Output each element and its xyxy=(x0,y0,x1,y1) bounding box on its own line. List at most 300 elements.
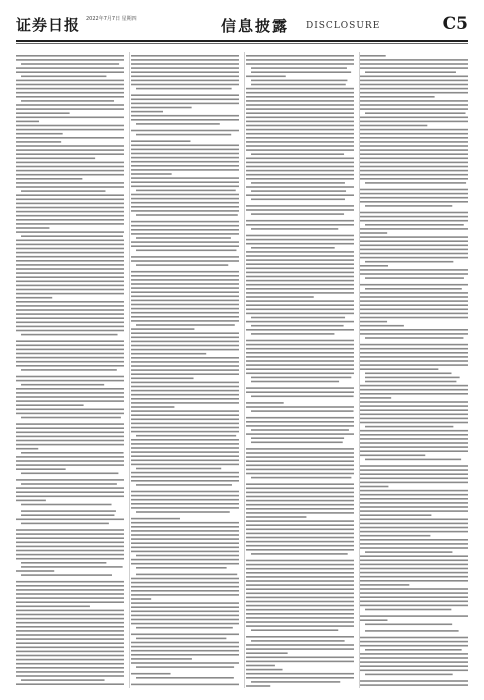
text-line xyxy=(21,334,118,336)
text-line xyxy=(16,137,124,139)
text-line xyxy=(246,469,354,471)
text-line xyxy=(16,129,124,131)
text-line xyxy=(16,432,124,434)
text-line xyxy=(360,478,468,480)
text-line xyxy=(251,377,351,379)
text-line xyxy=(16,199,124,201)
text-line xyxy=(131,654,239,656)
text-line xyxy=(131,476,239,478)
text-line xyxy=(16,542,124,544)
text-line xyxy=(21,384,104,386)
text-line xyxy=(246,402,284,404)
text-line xyxy=(360,220,468,222)
text-line xyxy=(360,547,468,549)
text-line xyxy=(21,574,112,576)
text-line xyxy=(136,666,234,668)
text-line xyxy=(360,245,468,247)
text-line xyxy=(131,594,239,596)
text-line xyxy=(16,626,124,628)
text-line xyxy=(360,637,468,639)
text-line xyxy=(16,606,90,608)
text-line xyxy=(131,337,239,339)
text-line xyxy=(365,205,452,207)
text-line xyxy=(16,326,124,328)
text-line xyxy=(16,170,124,172)
text-line xyxy=(360,414,468,416)
text-line xyxy=(131,233,239,235)
text-line xyxy=(131,165,239,167)
text-line xyxy=(360,178,468,180)
text-line xyxy=(131,149,239,151)
text-line xyxy=(16,550,124,552)
text-line xyxy=(360,680,468,682)
text-line xyxy=(365,551,452,553)
text-line xyxy=(131,619,239,621)
text-line xyxy=(360,430,468,432)
text-line xyxy=(365,459,461,461)
text-line xyxy=(360,189,468,191)
text-line xyxy=(360,405,468,407)
text-line xyxy=(131,177,239,179)
text-line xyxy=(246,170,354,172)
column-divider xyxy=(244,52,245,688)
text-line xyxy=(246,576,354,578)
text-line xyxy=(131,345,239,347)
text-line xyxy=(251,325,344,327)
text-line xyxy=(131,451,239,453)
text-line xyxy=(131,615,239,617)
text-line xyxy=(360,661,468,663)
text-line xyxy=(131,559,239,561)
text-line xyxy=(246,288,354,290)
text-line xyxy=(16,55,124,57)
text-line xyxy=(16,244,124,246)
text-line xyxy=(360,193,468,195)
text-line xyxy=(131,229,239,231)
text-line xyxy=(246,669,283,671)
text-line xyxy=(365,674,453,676)
text-line xyxy=(246,601,354,603)
text-line xyxy=(136,264,228,266)
text-line xyxy=(246,520,354,522)
text-line xyxy=(246,512,354,514)
text-line xyxy=(16,349,124,351)
text-line xyxy=(16,597,124,599)
text-line xyxy=(360,584,409,586)
text-line xyxy=(246,516,306,518)
text-line xyxy=(360,596,468,598)
text-line xyxy=(131,130,239,132)
text-line xyxy=(131,623,239,625)
text-line xyxy=(365,649,462,651)
text-line xyxy=(360,201,468,203)
text-line xyxy=(136,134,231,136)
text-line xyxy=(16,400,124,402)
text-line xyxy=(16,297,52,299)
text-line xyxy=(360,455,425,457)
text-line xyxy=(16,376,124,378)
text-line xyxy=(246,205,354,207)
text-line xyxy=(360,670,468,672)
text-line xyxy=(16,655,124,657)
text-line xyxy=(246,141,354,143)
text-line xyxy=(131,673,171,675)
text-line xyxy=(360,88,468,90)
text-line xyxy=(136,214,238,216)
text-line xyxy=(246,460,354,462)
text-line xyxy=(360,249,468,251)
text-line xyxy=(246,276,354,278)
text-line xyxy=(16,340,124,342)
text-line xyxy=(246,425,354,427)
text-line xyxy=(131,245,239,247)
text-line xyxy=(246,488,354,490)
text-line xyxy=(360,482,468,484)
text-line xyxy=(21,523,109,525)
text-line xyxy=(131,308,239,310)
text-line xyxy=(360,385,468,387)
text-line xyxy=(131,353,206,355)
text-line xyxy=(131,402,239,404)
text-line xyxy=(365,630,459,632)
text-line xyxy=(16,141,61,143)
text-line xyxy=(246,541,354,543)
text-line xyxy=(246,665,275,667)
text-block-4 xyxy=(360,52,468,688)
text-line xyxy=(246,268,354,270)
text-line xyxy=(16,240,124,242)
text-line xyxy=(246,492,354,494)
text-line xyxy=(16,112,70,114)
text-line xyxy=(16,211,124,213)
text-line xyxy=(360,100,468,102)
text-line xyxy=(360,96,435,98)
text-line xyxy=(16,96,124,98)
text-line xyxy=(131,186,239,188)
text-line xyxy=(16,121,39,123)
text-line xyxy=(360,592,468,594)
text-line xyxy=(21,504,112,506)
text-line xyxy=(131,547,239,549)
text-line xyxy=(16,322,124,324)
text-line xyxy=(360,352,468,354)
text-line xyxy=(360,292,468,294)
text-line xyxy=(16,178,82,180)
text-line xyxy=(360,535,430,537)
text-line xyxy=(136,574,237,576)
text-line xyxy=(251,396,354,398)
text-line xyxy=(246,625,354,627)
text-line xyxy=(21,514,114,516)
text-line xyxy=(131,503,239,505)
text-line xyxy=(16,380,124,382)
text-line xyxy=(131,598,151,600)
text-column-1 xyxy=(16,52,124,688)
text-line xyxy=(360,684,468,686)
text-line xyxy=(16,593,124,595)
text-line xyxy=(360,641,468,643)
text-line xyxy=(131,534,239,536)
text-line xyxy=(131,499,239,501)
text-block-1 xyxy=(16,52,124,688)
text-line xyxy=(246,661,354,663)
text-line xyxy=(16,227,49,229)
text-line xyxy=(131,491,239,493)
text-line xyxy=(246,235,354,237)
column-divider xyxy=(129,52,130,688)
text-line xyxy=(360,465,468,467)
text-line xyxy=(360,80,468,82)
text-line xyxy=(360,232,387,234)
text-line xyxy=(246,280,354,282)
text-line xyxy=(246,568,354,570)
text-line xyxy=(131,410,239,412)
text-line xyxy=(360,84,468,86)
text-line xyxy=(131,225,239,227)
text-line xyxy=(360,502,468,504)
text-line xyxy=(246,584,354,586)
text-block-2 xyxy=(131,52,239,688)
text-line xyxy=(360,325,404,327)
text-line xyxy=(16,456,124,458)
text-line xyxy=(246,473,354,475)
text-line xyxy=(360,486,388,488)
text-line xyxy=(16,622,124,624)
text-line xyxy=(131,590,239,592)
text-line xyxy=(16,317,124,319)
text-line xyxy=(360,265,388,267)
text-line xyxy=(131,460,239,462)
text-line xyxy=(16,252,124,254)
text-line xyxy=(16,361,124,363)
text-line xyxy=(16,186,124,188)
text-line xyxy=(16,125,124,127)
text-line xyxy=(16,223,124,225)
text-line xyxy=(360,344,468,346)
text-line xyxy=(131,320,239,322)
text-line xyxy=(246,391,354,393)
text-line xyxy=(360,401,468,403)
text-line xyxy=(246,304,354,306)
text-line xyxy=(16,88,124,90)
text-line xyxy=(246,524,354,526)
text-line xyxy=(360,469,468,471)
text-line xyxy=(246,63,354,65)
text-line xyxy=(251,381,339,383)
text-line xyxy=(365,377,460,379)
text-line xyxy=(360,514,431,516)
text-line xyxy=(251,410,354,412)
issue-date: 2022年7月7日 星期四 xyxy=(86,16,137,22)
text-line xyxy=(16,357,124,359)
text-line xyxy=(360,576,468,578)
text-line xyxy=(251,442,343,444)
text-line xyxy=(360,145,468,147)
text-line xyxy=(16,145,124,147)
text-line xyxy=(365,288,462,290)
text-line xyxy=(360,348,468,350)
text-line xyxy=(131,684,239,686)
section-title-en: DISCLOSURE xyxy=(306,21,381,31)
text-line xyxy=(16,630,124,632)
text-line xyxy=(16,479,124,481)
text-line xyxy=(360,149,468,151)
text-line xyxy=(360,446,468,448)
text-line xyxy=(360,59,468,61)
text-line xyxy=(131,369,239,371)
text-line xyxy=(21,235,123,237)
text-line xyxy=(246,284,354,286)
text-line xyxy=(360,653,468,655)
text-line xyxy=(131,443,239,445)
text-line xyxy=(16,133,63,135)
text-line xyxy=(131,316,239,318)
text-line xyxy=(246,648,354,650)
text-block-3 xyxy=(246,52,354,688)
text-line xyxy=(136,511,230,513)
text-line xyxy=(246,174,354,176)
text-line xyxy=(365,381,456,383)
text-line xyxy=(131,658,192,660)
text-line xyxy=(251,84,346,86)
text-line xyxy=(246,685,270,687)
text-line xyxy=(136,468,221,470)
text-line xyxy=(16,413,124,415)
text-line xyxy=(16,570,54,572)
text-line xyxy=(131,365,239,367)
text-line xyxy=(16,260,124,262)
text-line xyxy=(136,237,231,239)
text-line xyxy=(360,601,468,603)
text-line xyxy=(246,224,354,226)
text-line xyxy=(360,588,468,590)
text-line xyxy=(360,141,468,143)
text-line xyxy=(246,508,354,510)
text-line xyxy=(251,153,344,155)
text-line xyxy=(246,344,354,346)
text-line xyxy=(21,562,106,564)
text-line xyxy=(16,464,124,466)
text-line xyxy=(131,210,239,212)
text-line xyxy=(131,173,172,175)
text-line xyxy=(16,153,124,155)
text-line xyxy=(16,581,124,583)
text-line xyxy=(246,296,314,298)
text-line xyxy=(16,675,124,677)
text-line xyxy=(131,332,239,334)
text-line xyxy=(251,553,348,555)
text-line xyxy=(131,373,239,375)
text-line xyxy=(131,55,239,57)
text-line xyxy=(365,624,452,626)
header-rule-thin xyxy=(16,43,468,44)
text-line xyxy=(16,272,124,274)
text-line xyxy=(246,621,354,623)
text-line xyxy=(246,496,354,498)
text-line xyxy=(131,169,239,171)
text-line xyxy=(16,392,124,394)
text-line xyxy=(136,250,236,252)
text-line xyxy=(16,203,124,205)
text-line xyxy=(131,341,239,343)
text-line xyxy=(360,539,468,541)
text-column-2 xyxy=(131,52,239,688)
text-line xyxy=(16,313,124,315)
text-line xyxy=(21,452,124,454)
text-line xyxy=(136,555,239,557)
text-line xyxy=(16,610,124,612)
text-line xyxy=(365,277,464,279)
text-line xyxy=(131,103,239,105)
text-line xyxy=(16,533,124,535)
text-line xyxy=(131,431,239,433)
text-line xyxy=(246,609,354,611)
text-line xyxy=(131,107,192,109)
text-line xyxy=(131,76,239,78)
text-line xyxy=(360,304,468,306)
text-line xyxy=(21,190,105,192)
text-line xyxy=(16,166,124,168)
section-title: 信息披露 xyxy=(221,17,290,35)
text-line xyxy=(131,161,239,163)
text-line xyxy=(360,619,387,621)
text-line xyxy=(246,100,354,102)
text-line xyxy=(246,572,354,574)
text-line xyxy=(360,568,468,570)
text-line xyxy=(16,67,124,69)
text-line xyxy=(246,636,354,638)
text-line xyxy=(131,94,239,96)
text-line xyxy=(16,671,124,673)
text-line xyxy=(136,324,235,326)
text-line xyxy=(251,681,340,683)
text-line xyxy=(16,301,124,303)
text-line xyxy=(360,121,468,123)
text-line xyxy=(131,578,239,580)
text-line xyxy=(131,357,239,359)
text-line xyxy=(246,76,286,78)
text-line xyxy=(131,538,239,540)
text-line xyxy=(136,435,236,437)
text-line xyxy=(16,448,38,450)
text-line xyxy=(360,560,468,562)
text-line xyxy=(246,593,354,595)
text-line xyxy=(251,182,345,184)
text-line xyxy=(365,426,453,428)
text-line xyxy=(131,447,239,449)
text-line xyxy=(246,300,354,302)
text-line xyxy=(136,190,236,192)
text-line xyxy=(131,522,239,524)
text-line xyxy=(16,162,124,164)
text-line xyxy=(246,456,354,458)
text-line xyxy=(360,665,468,667)
text-line xyxy=(246,613,354,615)
text-line xyxy=(16,353,124,355)
text-line xyxy=(246,652,288,654)
text-line xyxy=(360,92,468,94)
text-line xyxy=(360,321,387,323)
text-line xyxy=(131,455,239,457)
text-line xyxy=(131,602,239,604)
text-line xyxy=(360,473,468,475)
text-line xyxy=(360,63,468,65)
text-line xyxy=(360,313,468,315)
text-line xyxy=(131,260,239,262)
text-line xyxy=(16,546,124,548)
text-line xyxy=(360,137,468,139)
text-line xyxy=(16,80,124,82)
